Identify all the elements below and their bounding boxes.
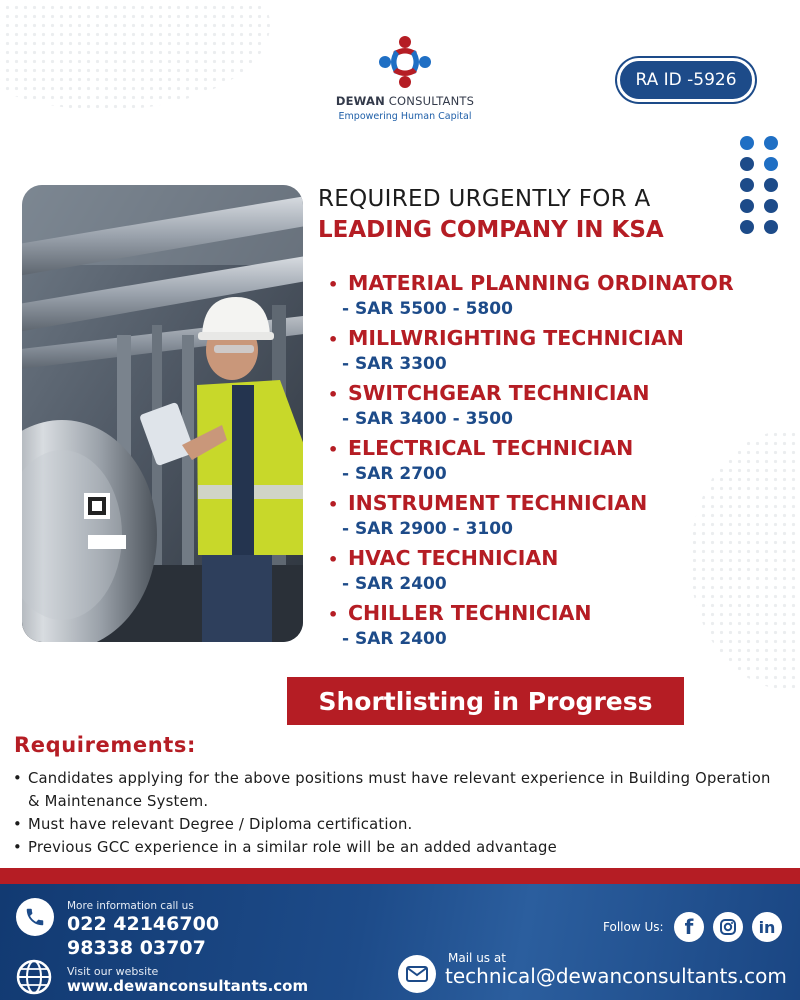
- mail-label: Mail us at: [448, 951, 506, 965]
- job-title: • SWITCHGEAR TECHNICIAN: [328, 381, 650, 405]
- job-item: [328, 435, 793, 486]
- mail-icon: [398, 955, 436, 993]
- ra-id-badge: RA ID -5926: [617, 58, 755, 102]
- footer-red-band: [0, 868, 800, 884]
- job-salary: - SAR 2900 - 3100: [342, 519, 513, 539]
- technician-photo: [22, 185, 303, 642]
- job-salary: - SAR 3300: [342, 354, 447, 374]
- company-tagline: Empowering Human Capital: [338, 111, 472, 122]
- job-list: [328, 270, 793, 655]
- decorative-dot-grid: [740, 136, 778, 234]
- phone-number-2[interactable]: 98338 03707: [67, 937, 206, 959]
- job-salary: - SAR 3400 - 3500: [342, 409, 513, 429]
- dotted-pattern-top-left: [0, 0, 270, 110]
- job-salary: - SAR 2700: [342, 464, 447, 484]
- job-salary: - SAR 5500 - 5800: [342, 299, 513, 319]
- job-salary: - SAR 2400: [342, 574, 447, 594]
- facebook-icon[interactable]: f: [674, 912, 704, 942]
- email-link[interactable]: technical@dewanconsultants.com: [445, 964, 787, 988]
- requirements-title: Requirements:: [14, 733, 197, 757]
- job-item: [328, 325, 793, 376]
- job-item: [328, 545, 793, 596]
- job-salary: - SAR 2400: [342, 629, 447, 649]
- phone-icon: [16, 898, 54, 936]
- headline-line-1: REQUIRED URGENTLY FOR A: [318, 186, 651, 212]
- dewan-logo-icon: [375, 32, 435, 92]
- requirement-item: • Must have relevant Degree / Diploma certification.: [12, 813, 772, 836]
- globe-icon: [16, 959, 52, 995]
- job-title: • MILLWRIGHTING TECHNICIAN: [328, 326, 684, 350]
- job-title: • ELECTRICAL TECHNICIAN: [328, 436, 634, 460]
- company-name: DEWAN CONSULTANTS: [335, 94, 475, 108]
- requirements-list: [12, 767, 772, 859]
- follow-label: Follow Us:: [603, 920, 664, 934]
- job-item: [328, 490, 793, 541]
- phone-number-1[interactable]: 022 42146700: [67, 913, 220, 935]
- website-label: Visit our website: [67, 965, 159, 978]
- job-item: [328, 270, 793, 321]
- requirement-item: • Previous GCC experience in a similar role will be an added advantage: [12, 836, 772, 859]
- linkedin-icon[interactable]: in: [752, 912, 782, 942]
- instagram-icon[interactable]: [713, 912, 743, 942]
- job-title: • HVAC TECHNICIAN: [328, 546, 559, 570]
- job-title: • CHILLER TECHNICIAN: [328, 601, 592, 625]
- job-title: • INSTRUMENT TECHNICIAN: [328, 491, 648, 515]
- job-title: • MATERIAL PLANNING ORDINATOR: [328, 271, 734, 295]
- job-item: [328, 600, 793, 651]
- company-logo: [330, 32, 480, 122]
- shortlisting-banner: Shortlisting in Progress: [287, 677, 684, 725]
- job-item: [328, 380, 793, 431]
- website-link[interactable]: www.dewanconsultants.com: [67, 977, 309, 995]
- headline-line-2: LEADING COMPANY IN KSA: [318, 217, 664, 243]
- call-label: More information call us: [67, 900, 194, 912]
- requirement-item: • Candidates applying for the above positions must have relevant experience in Building Operation & Maintenance System.: [12, 767, 772, 813]
